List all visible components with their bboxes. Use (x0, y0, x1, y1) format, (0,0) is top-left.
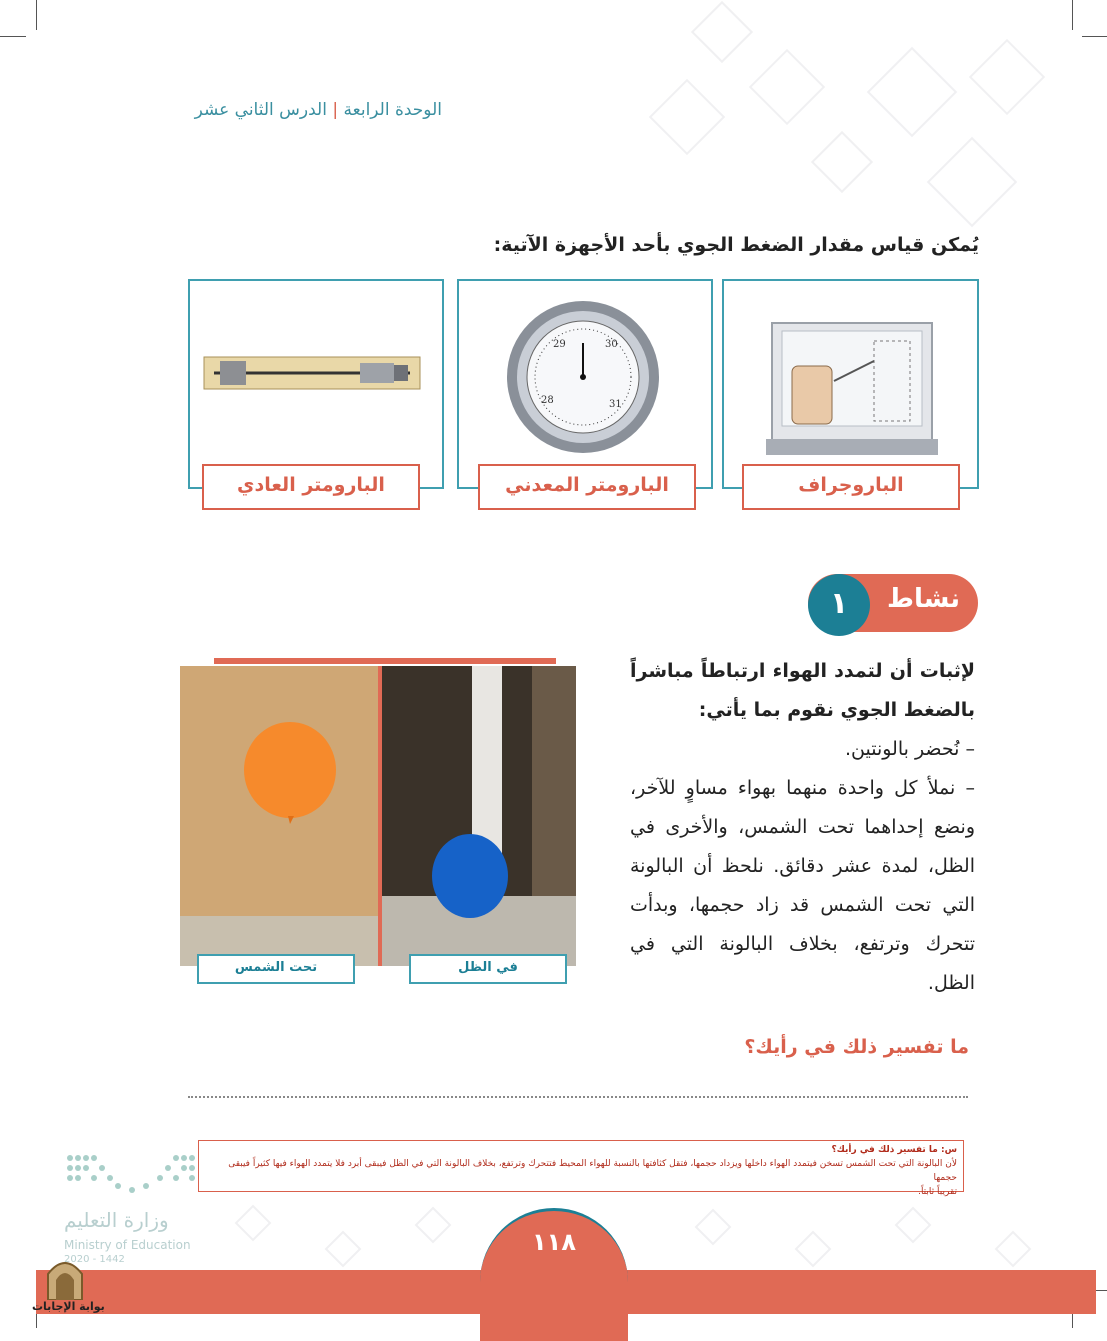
background-pattern (867, 47, 958, 138)
photo-top-bar (214, 658, 556, 664)
aneroid-barometer-image (459, 281, 711, 471)
background-pattern (691, 1, 753, 63)
svg-text:28: 28 (541, 395, 554, 406)
portal-logo-icon (44, 1256, 86, 1300)
crop-mark (36, 0, 37, 30)
activity-step-2: – نملأ كل واحدة منهما بهواء مساوٍ للآخر، ونضع إحداهما تحت الشمس، والأخرى في الظل، لمدة عشر دقائق. نلحظ أن البالونة التي تحت الشمس قد زاد حجمها، وبدأت تتحرك وترتفع، بخلاف البالونة التي في الظل. (630, 777, 975, 994)
device-label-aneroid: البارومتر المعدني (478, 464, 696, 510)
ministry-logo-icon (64, 1150, 200, 1198)
breadcrumb (180, 100, 442, 120)
breadcrumb-unit: الوحدة الرابعة (343, 100, 442, 120)
svg-text:29: 29 (553, 339, 566, 350)
answer-line (188, 1096, 968, 1098)
background-pattern (995, 1231, 1032, 1268)
background-pattern (795, 1231, 832, 1268)
answer-text-2: تقريباً ثابتاً. (918, 1187, 957, 1197)
breadcrumb-separator: | (332, 100, 339, 120)
background-pattern (649, 79, 725, 155)
answer-text-1: لأن البالونة التي تحت الشمس تسخن فيتمدد الهواء داخلها ويزداد حجمها، فتقل كثافتها بالنسبة للهواء المحيط فتتحرك وترتفع، بخلاف البالونة التي في الظل فيبقى أبرد فلا يتمدد الهواء فيها كثيراً فيبقى حجمها (228, 1159, 957, 1183)
svg-text:30: 30 (605, 339, 618, 350)
device-card-mercury (188, 279, 444, 489)
balloon-photo-sun (180, 666, 378, 966)
answer-box (198, 1140, 964, 1197)
background-pattern (325, 1231, 362, 1268)
portal-watermark: بوابة الإجابات (32, 1300, 105, 1313)
activity-number: ١ (808, 574, 870, 636)
activity-title: نشاط (887, 584, 960, 614)
answer-question: س: ما تفسير ذلك في رأيك؟ (831, 1145, 957, 1155)
intro-text: يُمكن قياس مقدار الضغط الجوي بأحد الأجهزة الآتية: (493, 234, 979, 256)
background-pattern (811, 131, 873, 193)
activity-lead: لإثبات أن لتمدد الهواء ارتباطاً مباشراً بالضغط الجوي نقوم بما يأتي: (630, 660, 975, 721)
barograph-image (724, 281, 977, 471)
mercury-barometer-image (190, 281, 442, 471)
device-card-aneroid (457, 279, 713, 489)
activity-step-1: – نُحضر بالونتين. (844, 738, 975, 760)
background-pattern (927, 137, 1018, 228)
device-card-barograph (722, 279, 979, 489)
ministry-name-arabic: وزارة التعليم (64, 1208, 169, 1232)
balloon-shade-image (382, 666, 576, 966)
ministry-name-english: Ministry of Education (64, 1238, 191, 1252)
background-pattern (749, 49, 825, 125)
balloon-photo-shade (382, 666, 576, 966)
balloon-sun-image (180, 666, 378, 966)
crop-mark (1082, 36, 1107, 37)
label-in-sun: تحت الشمس (197, 954, 355, 984)
activity-body (630, 652, 975, 1003)
device-label-barograph: الباروجراف (742, 464, 960, 510)
question-prompt: ما تفسير ذلك في رأيك؟ (744, 1036, 969, 1058)
background-pattern (235, 1205, 272, 1242)
crop-mark (1072, 0, 1073, 30)
crop-mark (0, 36, 26, 37)
page-number: ١١٨ (532, 1228, 576, 1256)
breadcrumb-lesson: الدرس الثاني عشر (194, 100, 327, 120)
label-in-shade: في الظل (409, 954, 567, 984)
background-pattern (415, 1207, 452, 1244)
background-pattern (895, 1207, 932, 1244)
svg-text:31: 31 (609, 399, 622, 410)
device-label-mercury: البارومتر العادي (202, 464, 420, 510)
ministry-year: 2020 - 1442 (64, 1254, 125, 1265)
background-pattern (695, 1209, 732, 1246)
background-pattern (969, 39, 1045, 115)
